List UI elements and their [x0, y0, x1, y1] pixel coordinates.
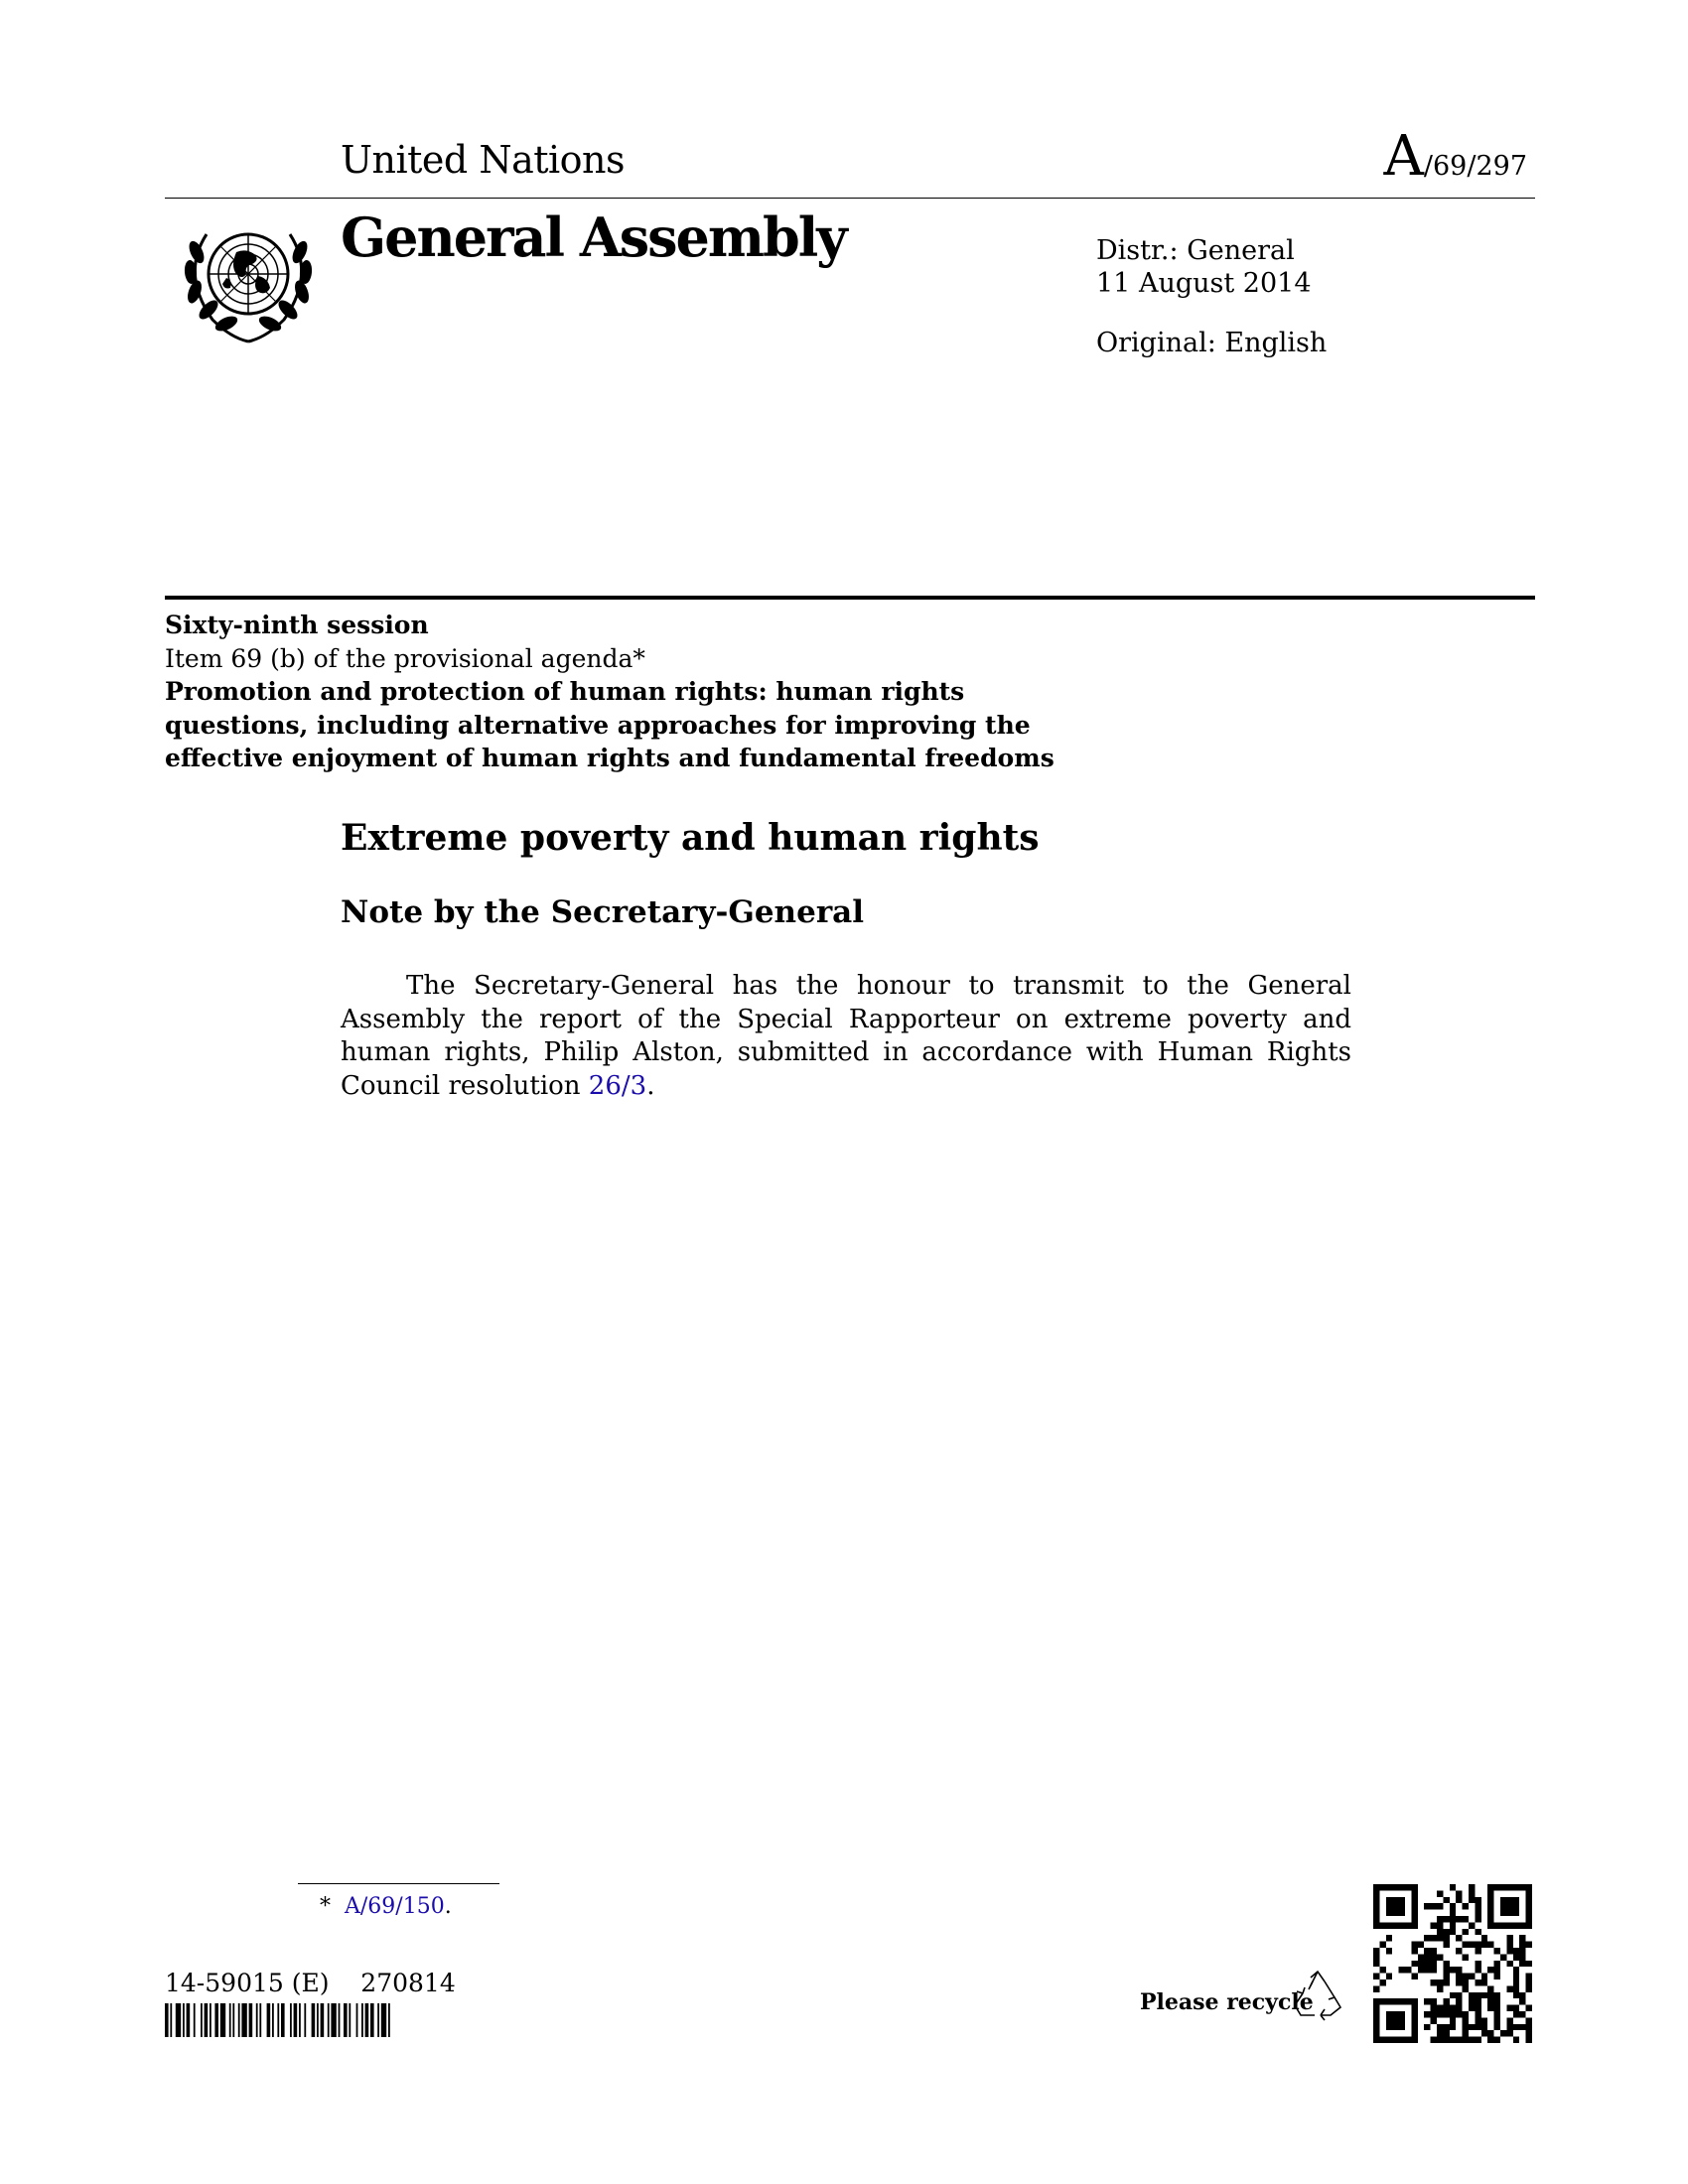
- distribution: Distr.: General: [1096, 235, 1295, 266]
- document-symbol: [1383, 124, 1527, 189]
- agenda-topic-line: effective enjoyment of human rights and fundamental freedoms: [165, 744, 1055, 772]
- footnote-rule: [298, 1883, 499, 1884]
- issue-date: 11 August 2014: [1096, 268, 1312, 299]
- body-name: General Assembly: [341, 205, 846, 269]
- barcode-icon: [165, 2003, 445, 2037]
- paragraph-text: The Secretary-General has the honour to transmit to the General Assembly the report of the Special Rapporteur on extreme poverty and human rights, Philip Alston, submitted in accordance with Human Rights Council resolution: [341, 971, 1351, 1101]
- session: Sixty-ninth session: [165, 611, 429, 639]
- un-emblem-icon: [167, 212, 330, 347]
- agenda-topic-line: questions, including alternative approaches for improving the: [165, 710, 1031, 740]
- document-number: [165, 1971, 456, 1995]
- resolution-link[interactable]: 26/3: [588, 1070, 647, 1101]
- original-language: Original: English: [1096, 328, 1328, 358]
- distribution-block: [1096, 234, 1312, 300]
- body-paragraph: [341, 970, 1351, 1103]
- header-thick-rule: [165, 596, 1535, 600]
- agenda-block: [165, 609, 1058, 775]
- qr-code-icon: [1373, 1884, 1532, 2043]
- organization-name: United Nations: [341, 138, 625, 182]
- symbol-letter: A: [1383, 124, 1424, 189]
- footnote: [320, 1896, 452, 1918]
- paragraph-end: .: [646, 1070, 655, 1101]
- document-title: Extreme poverty and human rights: [341, 817, 1040, 859]
- footnote-marker: *: [320, 1894, 331, 1919]
- job-date: 270814: [360, 1969, 456, 1997]
- header-rule: [165, 198, 1535, 199]
- symbol-number: /69/297: [1423, 151, 1527, 182]
- recycle-label: Please recycle: [1140, 1989, 1314, 2015]
- recycle-icon: [1291, 1970, 1344, 2021]
- document-subtitle: Note by the Secretary-General: [341, 894, 865, 930]
- agenda-item: Item 69 (b) of the provisional agenda*: [165, 643, 645, 673]
- footnote-link[interactable]: A/69/150: [345, 1894, 445, 1919]
- footnote-end: .: [444, 1894, 452, 1919]
- agenda-topic-line: Promotion and protection of human rights: human rights: [165, 677, 965, 706]
- job-number: 14-59015 (E): [165, 1969, 330, 1997]
